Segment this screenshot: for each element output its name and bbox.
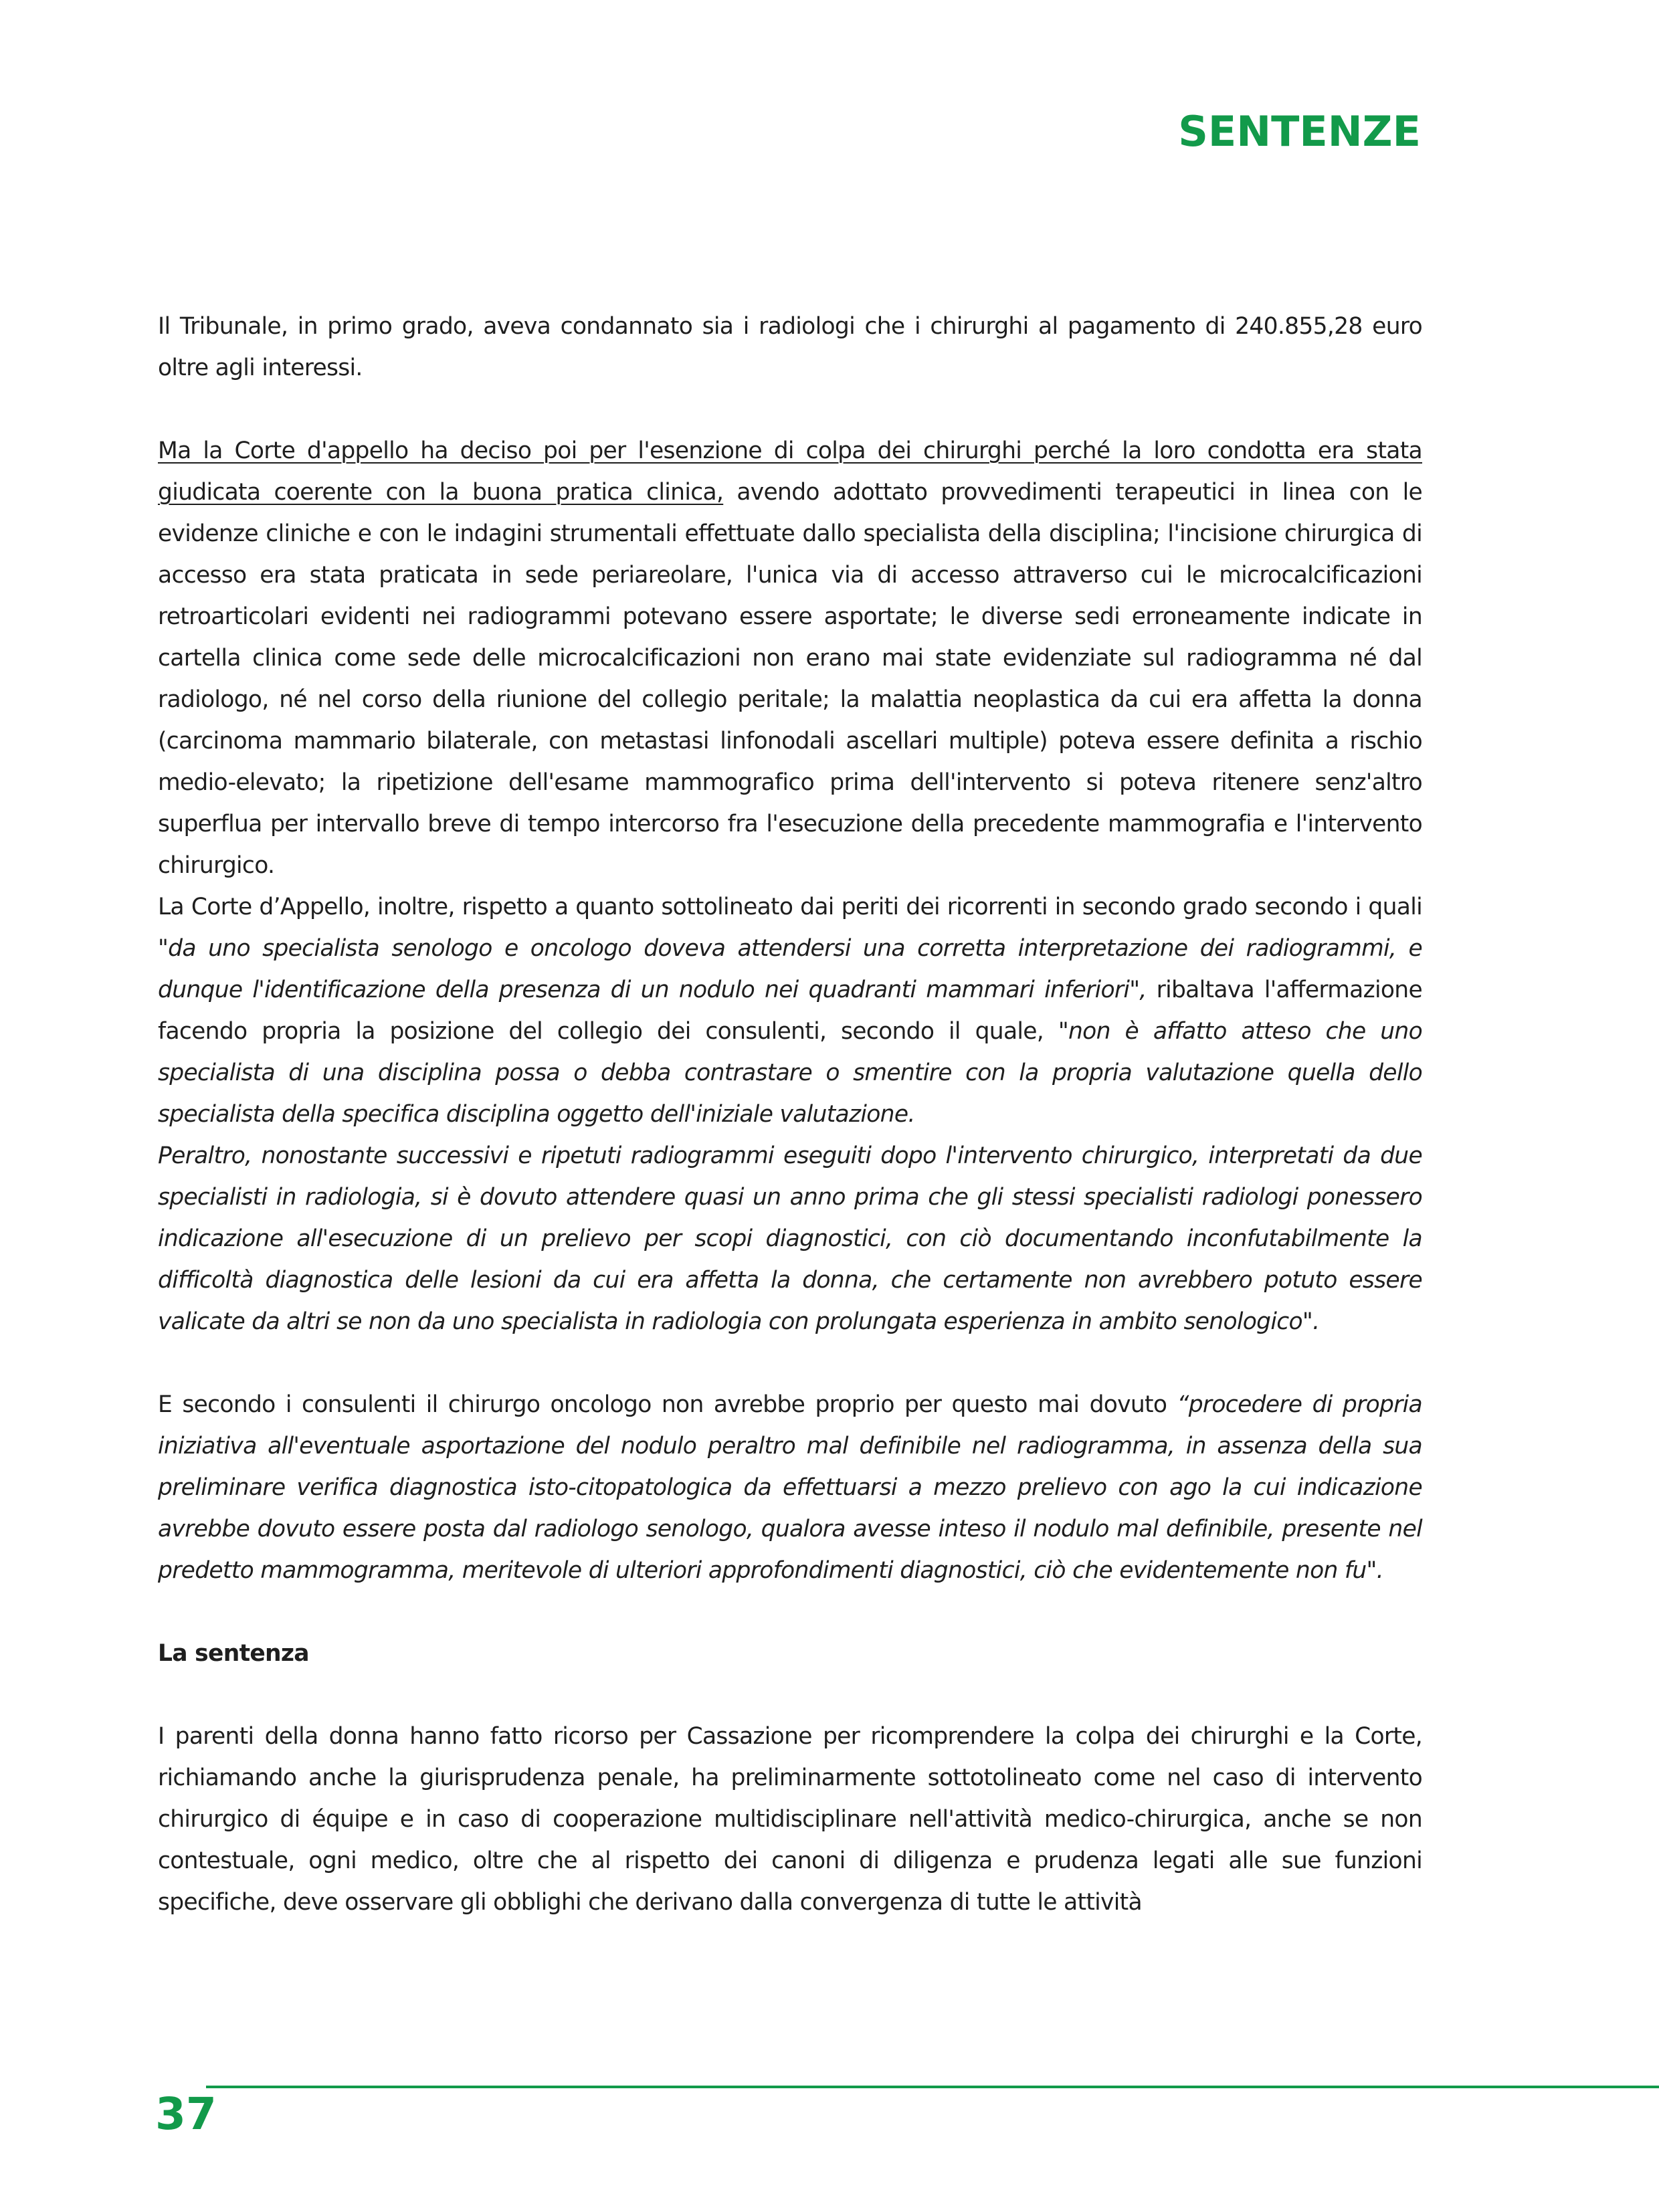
paragraph-text: avendo adottato provvedimenti terapeutici in linea con le evidenze cliniche e con le indagini strumentali effettuate dallo specialista della disciplina; l'incisione chirurgica di accesso era stata praticata in sede periareolare, l'unica via di accesso attraverso cui le microcalcificazioni retroarticolari evidenti nei radiogrammi potevano essere asportate; le diverse sedi erroneamente indicate in cartella clinica come sede delle microcalcificazioni non erano mai state evidenziate sul radiogramma né dal radiologo, né nel corso della riunione del collegio peritale; la malattia neoplastica da cui era affetta la donna (carcinoma mammario bilaterale, con metastasi linfonodali ascellari multiple) poteva essere definita a rischio medio-elevato; la ripetizione dell'esame mammografico prima dell'intervento si poteva ritenere senz'altro superflua per intervallo breve di tempo intercorso fra l'esecuzione della precedente mammografia e l'intervento chirurgico. <box>158 479 1422 879</box>
paragraph-spacer <box>158 1342 1422 1384</box>
paragraph-spacer <box>158 1674 1422 1716</box>
paragraph-text: E secondo i consulenti il chirurgo oncologo non avrebbe proprio per questo mai dovuto <box>158 1391 1177 1418</box>
underlined-statement: Ma la Corte d'appello ha deciso poi per l'esenzione di colpa dei chirurghi perché la loro condotta era stata giudicata coerente con la buona pratica clinica, <box>158 437 1422 506</box>
quote-periti: "da uno specialista senologo e oncologo doveva attendersi una corretta interpretazione dei radiogrammi, e dunque l'identificazione della presenza di un nodulo nei quadranti mammari inferiori", <box>158 935 1422 1003</box>
paragraph-corte-appello <box>158 430 1422 886</box>
paragraph-text: La Corte d’Appello, inoltre, rispetto a quanto sottolineato dai periti dei ricorrenti in secondo grado secondo i quali <box>158 894 1422 920</box>
paragraph-ricorso-cassazione: I parenti della donna hanno fatto ricorso per Cassazione per ricomprendere la colpa dei chirurghi e la Corte, richiamando anche la giurisprudenza penale, ha preliminarmente sottotolineato come nel caso di intervento chirurgico di équipe e in caso di cooperazione multidisciplinare nell'attività medico-chirurgica, anche se non contestuale, ogni medico, oltre che al rispetto dei canoni di diligenza e prudenza legati alle sue funzioni specifiche, deve osservare gli obblighi che derivano dalla convergenza di tutte le attività <box>158 1723 1422 1916</box>
paragraph-text: ribaltava l'affermazione facendo propria la posizione del collegio dei consulenti, secondo il quale, <box>158 977 1422 1045</box>
subheading-la-sentenza: La sentenza <box>158 1640 309 1667</box>
paragraph-tribunale: Il Tribunale, in primo grado, aveva condannato sia i radiologi che i chirurghi al pagamento di 240.855,28 euro oltre agli interessi. <box>158 313 1422 381</box>
paragraph-spacer <box>158 1591 1422 1633</box>
paragraph-periti <box>158 886 1422 1135</box>
paragraph-spacer <box>158 389 1422 430</box>
paragraph-radiogrammi-quote: Peraltro, nonostante successivi e ripetuti radiogrammi eseguiti dopo l'intervento chirurgico, interpretati da due specialisti in radiologia, si è dovuto attendere quasi un anno prima che gli stessi specialisti radiologi ponessero indicazione all'esecuzione di un prelievo per scopi diagnostici, con ciò documentando inconfutabilmente la difficoltà diagnostica delle lesioni da cui era affetta la donna, che certamente non avrebbero potuto essere valicate da altri se non da uno specialista in radiologia con prolungata esperienza in ambito senologico". <box>158 1142 1422 1335</box>
quote-consulenti: “procedere di propria iniziativa all'eventuale asportazione del nodulo peraltro mal definibile nel radiogramma, in assenza della sua preliminare verifica diagnostica isto-citopatologica da effettuarsi a mezzo prelievo con ago la cui indicazione avrebbe dovuto essere posta dal radiologo senologo, qualora avesse inteso il nodulo mal definibile, presente nel predetto mammogramma, meritevole di ulteriori approfondimenti diagnostici, ciò che evidentemente non fu". <box>158 1391 1422 1584</box>
section-title: SENTENZE <box>1178 107 1421 156</box>
page-number: 37 <box>155 2088 217 2140</box>
quote-collegio: "non è affatto atteso che uno specialista di una disciplina possa o debba contrastare o smentire con la propria valutazione quella dello specialista della specifica disciplina oggetto dell'iniziale valutazione. <box>158 1018 1422 1128</box>
article-body <box>158 306 1422 1923</box>
paragraph-consulenti <box>158 1384 1422 1591</box>
footer-divider <box>206 2086 1659 2088</box>
